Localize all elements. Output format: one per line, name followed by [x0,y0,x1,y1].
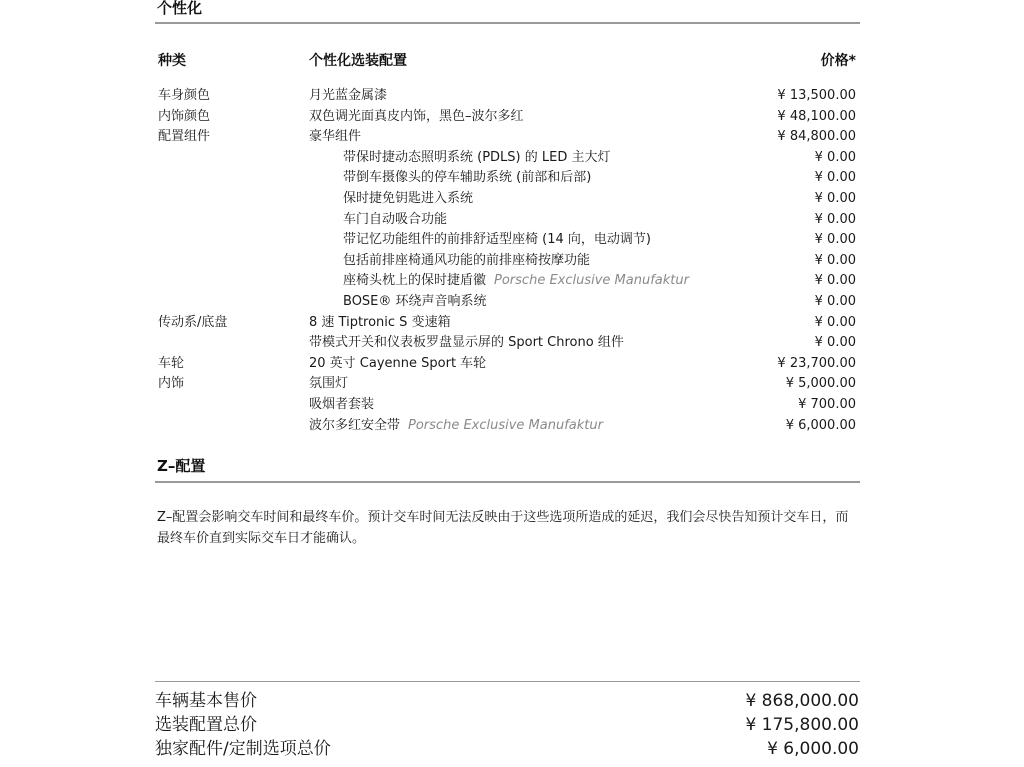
row-option [343,168,591,189]
table-row [0,86,1024,107]
table-row [0,395,1024,416]
row-option [309,395,374,416]
row-price: ¥ 0.00 [814,232,856,248]
row-price: ¥ 700.00 [798,396,856,412]
row-price: ¥ 0.00 [814,273,856,289]
table-row [0,189,1024,210]
total-row [0,689,1024,713]
row-option-text: 月光蓝金属漆 [309,88,388,103]
total-label: 选装配置总价 [155,715,257,735]
row-option [343,251,590,272]
total-value: ¥ 6,000.00 [767,739,859,759]
personalization-title: 个性化 [157,0,203,17]
header-category: 种类 [158,53,186,69]
row-price: ¥ 23,700.00 [777,355,856,371]
totals-divider [155,681,860,682]
row-option [309,354,486,375]
header-option: 个性化选装配置 [309,53,407,69]
row-option [309,416,603,437]
total-row [0,737,1024,761]
table-row [0,333,1024,354]
row-option [343,271,689,292]
row-option-text: 豪华组件 [309,129,362,145]
total-value: ¥ 175,800.00 [745,715,859,735]
row-price: ¥ 0.00 [814,211,856,227]
table-row [0,251,1024,272]
table-row [0,271,1024,292]
header-price: 价格* [820,53,856,69]
table-row [0,107,1024,128]
row-option [309,86,387,107]
row-price: ¥ 6,000.00 [785,417,856,433]
row-price: ¥ 0.00 [814,252,856,268]
row-option-text: 带保时捷动态照明系统 (PDLS) 的 LED 主大灯 [343,149,611,165]
row-option-text: 带模式开关和仪表板罗盘显示屏的 Sport Chrono 组件 [309,335,624,351]
row-price: ¥ 0.00 [814,190,856,206]
row-price: ¥ 5,000.00 [785,376,856,392]
row-option-text: 座椅头枕上的保时捷盾徽 [343,273,487,289]
row-price: ¥ 0.00 [814,335,856,351]
row-option [343,292,487,313]
table-row [0,127,1024,148]
table-row [0,210,1024,231]
table-row [0,354,1024,375]
table-row [0,168,1024,189]
row-option-text: 保时捷免钥匙进入系统 [343,190,474,206]
z-config-divider [155,481,860,483]
row-option [343,230,651,251]
row-option [309,127,361,148]
row-price: ¥ 48,100.00 [777,108,856,124]
row-category: 传动系/底盘 [158,314,228,330]
row-category: 内饰颜色 [158,108,211,124]
row-option-text: 包括前排座椅通风功能的前排座椅按摩功能 [343,252,591,268]
table-row [0,313,1024,334]
row-option-text: BOSE® 环绕声音响系统 [343,293,487,309]
row-option-note: Porsche Exclusive Manufaktur [408,417,603,433]
row-price: ¥ 0.00 [814,170,856,186]
table-row [0,374,1024,395]
row-option-text: 带倒车摄像头的停车辅助系统 (前部和后部) [343,170,592,186]
row-option-text: 20 英寸 Cayenne Sport 车轮 [309,355,487,371]
row-option [343,189,473,210]
table-row [0,230,1024,251]
table-row [0,148,1024,169]
row-option-text: 8 速 Tiptronic S 变速箱 [309,314,451,330]
row-category: 内饰 [158,376,185,392]
row-option [343,148,610,169]
row-option-text: 车门自动吸合功能 [343,211,448,227]
row-option [343,210,447,231]
row-price: ¥ 0.00 [814,293,856,309]
row-category: 车身颜色 [158,88,211,103]
row-option [309,374,348,395]
total-value: ¥ 868,000.00 [745,691,859,711]
z-config-text: Z–配置会影响交车时间和最终车价。预计交车时间无法反映由于这些选项所造成的延迟，我们会尽快告知预计交车日，而最终车价直到实际交车日才能确认。 [157,510,849,546]
row-option-text: 带记忆功能组件的前排舒适型座椅 (14 向，电动调节) [343,232,651,248]
row-category: 车轮 [158,355,185,371]
personalization-divider [155,22,860,24]
row-option [309,107,524,128]
row-price: ¥ 0.00 [814,149,856,165]
row-price: ¥ 0.00 [814,314,856,330]
row-price: ¥ 13,500.00 [777,88,856,103]
row-option [309,333,624,354]
total-label: 独家配件/定制选项总价 [155,739,331,759]
table-row [0,292,1024,313]
z-config-title: Z–配置 [157,457,206,475]
row-category: 配置组件 [158,129,211,145]
row-option-text: 氛围灯 [309,376,349,392]
row-option-text: 双色调光面真皮内饰，黑色–波尔多红 [309,108,524,124]
table-row [0,416,1024,437]
total-row [0,713,1024,737]
row-price: ¥ 84,800.00 [777,129,856,145]
options-table [0,86,1024,436]
row-option [309,313,451,334]
row-option-text: 波尔多红安全带 [309,417,401,433]
row-option-note: Porsche Exclusive Manufaktur [494,273,689,289]
row-option-text: 吸烟者套装 [309,396,375,412]
total-label: 车辆基本售价 [155,691,257,711]
totals-table [0,689,1024,761]
